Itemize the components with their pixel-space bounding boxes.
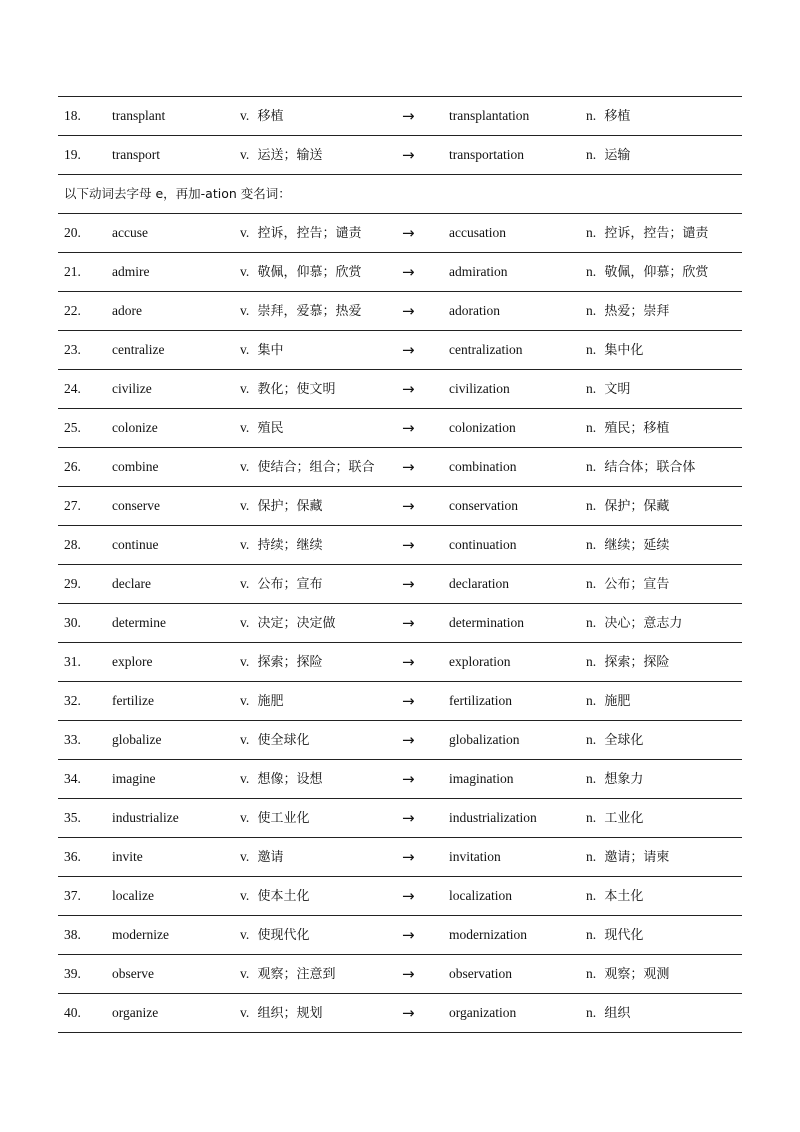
definition-text: 现代化 (604, 928, 644, 943)
noun-definition (586, 643, 669, 682)
table-row (58, 721, 742, 760)
arrow-icon: → (402, 146, 415, 164)
noun-definition (586, 916, 643, 955)
verb-definition (240, 643, 323, 682)
part-of-speech: v. (240, 498, 250, 513)
definition-text: 想象力 (604, 772, 644, 787)
verb-word: civilize (112, 381, 152, 396)
arrow-icon: → (402, 224, 415, 242)
verb-word: fertilize (112, 693, 154, 708)
part-of-speech: n. (586, 342, 597, 357)
table-row (58, 799, 742, 838)
table-row (58, 643, 742, 682)
part-of-speech: v. (240, 459, 250, 474)
verb-definition (240, 292, 362, 331)
entry-number: 39. (64, 966, 81, 981)
verb-definition (240, 682, 284, 721)
part-of-speech: n. (586, 225, 597, 240)
part-of-speech: n. (586, 966, 597, 981)
noun-word: colonization (449, 420, 516, 435)
verb-definition (240, 526, 323, 565)
arrow-icon: → (402, 965, 415, 983)
part-of-speech: v. (240, 888, 250, 903)
definition-text: 探索；探险 (257, 655, 323, 670)
noun-word: continuation (449, 537, 517, 552)
entry-number: 19. (64, 147, 81, 162)
verb-definition (240, 136, 323, 175)
entry-number: 28. (64, 537, 81, 552)
definition-text: 结合体；联合体 (604, 460, 696, 475)
verb-word: continue (112, 537, 159, 552)
definition-text: 教化；使文明 (257, 382, 336, 397)
noun-definition (586, 370, 630, 409)
noun-word: imagination (449, 771, 514, 786)
part-of-speech: n. (586, 927, 597, 942)
part-of-speech: n. (586, 108, 597, 123)
noun-word: adoration (449, 303, 500, 318)
part-of-speech: n. (586, 498, 597, 513)
verb-definition (240, 799, 310, 838)
noun-definition (586, 877, 643, 916)
noun-definition (586, 955, 669, 994)
definition-text: 控诉，控告；谴责 (257, 226, 362, 241)
noun-definition (586, 214, 708, 253)
noun-word: accusation (449, 225, 506, 240)
definition-text: 公布；宣布 (257, 577, 323, 592)
verb-word: declare (112, 576, 151, 591)
vocabulary-table (58, 96, 742, 1033)
table-row (58, 994, 742, 1033)
noun-definition (586, 682, 630, 721)
noun-word: organization (449, 1005, 517, 1020)
entry-number: 26. (64, 459, 81, 474)
table-row (58, 292, 742, 331)
entry-number: 30. (64, 615, 81, 630)
verb-definition (240, 448, 375, 487)
arrow-icon: → (402, 497, 415, 515)
verb-word: explore (112, 654, 153, 669)
definition-text: 使现代化 (257, 928, 310, 943)
noun-definition (586, 409, 669, 448)
definition-text: 移植 (604, 109, 631, 124)
noun-word: declaration (449, 576, 509, 591)
part-of-speech: v. (240, 342, 250, 357)
noun-word: globalization (449, 732, 520, 747)
section-heading: 以下动词去字母 e，再加-ation 变名词： (58, 175, 742, 214)
noun-definition (586, 448, 695, 487)
definition-text: 热爱；崇拜 (604, 304, 670, 319)
verb-definition (240, 409, 284, 448)
part-of-speech: n. (586, 615, 597, 630)
part-of-speech: n. (586, 303, 597, 318)
definition-text: 全球化 (604, 733, 644, 748)
definition-text: 工业化 (604, 811, 644, 826)
part-of-speech: n. (586, 537, 597, 552)
part-of-speech: v. (240, 303, 250, 318)
part-of-speech: n. (586, 693, 597, 708)
definition-text: 观察；注意到 (257, 967, 336, 982)
entry-number: 32. (64, 693, 81, 708)
verb-definition (240, 760, 323, 799)
entry-number: 36. (64, 849, 81, 864)
arrow-icon: → (402, 809, 415, 827)
verb-definition (240, 565, 323, 604)
part-of-speech: v. (240, 537, 250, 552)
arrow-icon: → (402, 302, 415, 320)
definition-text: 殖民；移植 (604, 421, 670, 436)
definition-text: 邀请；请柬 (604, 850, 670, 865)
definition-text: 想像；设想 (257, 772, 323, 787)
table-row (58, 97, 742, 136)
verb-word: observe (112, 966, 154, 981)
verb-definition (240, 877, 310, 916)
verb-definition (240, 214, 362, 253)
definition-text: 崇拜，爱慕；热爱 (257, 304, 362, 319)
noun-definition (586, 799, 643, 838)
definition-text: 控诉，控告；谴责 (604, 226, 709, 241)
noun-word: centralization (449, 342, 523, 357)
definition-text: 文明 (604, 382, 631, 397)
verb-definition (240, 955, 336, 994)
part-of-speech: v. (240, 693, 250, 708)
entry-number: 38. (64, 927, 81, 942)
verb-word: adore (112, 303, 142, 318)
part-of-speech: n. (586, 849, 597, 864)
arrow-icon: → (402, 458, 415, 476)
part-of-speech: v. (240, 420, 250, 435)
table-row (58, 682, 742, 721)
part-of-speech: v. (240, 849, 250, 864)
definition-text: 施肥 (257, 694, 284, 709)
arrow-icon: → (402, 926, 415, 944)
part-of-speech: v. (240, 225, 250, 240)
table-rows-top (58, 97, 742, 175)
noun-word: admiration (449, 264, 508, 279)
verb-definition (240, 331, 284, 370)
definition-text: 集中化 (604, 343, 644, 358)
noun-word: civilization (449, 381, 510, 396)
noun-word: observation (449, 966, 512, 981)
part-of-speech: n. (586, 1005, 597, 1020)
definition-text: 持续；继续 (257, 538, 323, 553)
part-of-speech: v. (240, 147, 250, 162)
entry-number: 34. (64, 771, 81, 786)
part-of-speech: n. (586, 576, 597, 591)
arrow-icon: → (402, 1004, 415, 1022)
table-row (58, 370, 742, 409)
noun-definition (586, 292, 669, 331)
verb-definition (240, 487, 323, 526)
noun-definition (586, 97, 630, 136)
table-row (58, 916, 742, 955)
entry-number: 23. (64, 342, 81, 357)
arrow-icon: → (402, 887, 415, 905)
table-row (58, 604, 742, 643)
verb-definition (240, 253, 362, 292)
definition-text: 集中 (257, 343, 284, 358)
noun-definition (586, 331, 643, 370)
noun-word: transportation (449, 147, 524, 162)
definition-text: 探索；探险 (604, 655, 670, 670)
verb-word: globalize (112, 732, 162, 747)
definition-text: 组织；规划 (257, 1006, 323, 1021)
definition-text: 决定；决定做 (257, 616, 336, 631)
entry-number: 31. (64, 654, 81, 669)
verb-word: localize (112, 888, 154, 903)
noun-definition (586, 565, 669, 604)
part-of-speech: v. (240, 966, 250, 981)
definition-text: 敬佩，仰慕；欣赏 (604, 265, 709, 280)
entry-number: 18. (64, 108, 81, 123)
verb-word: imagine (112, 771, 156, 786)
arrow-icon: → (402, 263, 415, 281)
part-of-speech: v. (240, 732, 250, 747)
definition-text: 邀请 (257, 850, 284, 865)
noun-word: fertilization (449, 693, 512, 708)
arrow-icon: → (402, 731, 415, 749)
arrow-icon: → (402, 107, 415, 125)
table-row (58, 214, 742, 253)
part-of-speech: n. (586, 459, 597, 474)
definition-text: 使全球化 (257, 733, 310, 748)
noun-definition (586, 526, 669, 565)
table-row (58, 877, 742, 916)
arrow-icon: → (402, 614, 415, 632)
definition-text: 使本土化 (257, 889, 310, 904)
noun-definition (586, 604, 682, 643)
verb-definition (240, 97, 284, 136)
part-of-speech: v. (240, 615, 250, 630)
definition-text: 使结合；组合；联合 (257, 460, 375, 475)
entry-number: 25. (64, 420, 81, 435)
verb-word: determine (112, 615, 166, 630)
part-of-speech: v. (240, 771, 250, 786)
noun-word: combination (449, 459, 517, 474)
definition-text: 施肥 (604, 694, 631, 709)
part-of-speech: n. (586, 381, 597, 396)
noun-word: modernization (449, 927, 527, 942)
noun-word: localization (449, 888, 512, 903)
definition-text: 移植 (257, 109, 284, 124)
definition-text: 组织 (604, 1006, 631, 1021)
entry-number: 27. (64, 498, 81, 513)
definition-text: 保护；保藏 (604, 499, 670, 514)
verb-word: organize (112, 1005, 159, 1020)
verb-definition (240, 370, 336, 409)
arrow-icon: → (402, 341, 415, 359)
part-of-speech: n. (586, 654, 597, 669)
part-of-speech: v. (240, 576, 250, 591)
definition-text: 运输 (604, 148, 631, 163)
noun-definition (586, 136, 630, 175)
table-row (58, 955, 742, 994)
verb-definition (240, 838, 284, 877)
entry-number: 35. (64, 810, 81, 825)
noun-definition (586, 253, 708, 292)
table-row (58, 331, 742, 370)
verb-word: transplant (112, 108, 166, 123)
arrow-icon: → (402, 770, 415, 788)
noun-word: transplantation (449, 108, 530, 123)
definition-text: 公布；宣告 (604, 577, 670, 592)
table-row (58, 448, 742, 487)
table-row (58, 253, 742, 292)
verb-word: industrialize (112, 810, 179, 825)
entry-number: 29. (64, 576, 81, 591)
table-row (58, 409, 742, 448)
noun-word: determination (449, 615, 524, 630)
part-of-speech: v. (240, 381, 250, 396)
table-row (58, 565, 742, 604)
arrow-icon: → (402, 653, 415, 671)
arrow-icon: → (402, 536, 415, 554)
definition-text: 继续；延续 (604, 538, 670, 553)
verb-word: accuse (112, 225, 148, 240)
arrow-icon: → (402, 848, 415, 866)
verb-definition (240, 916, 310, 955)
table-rows-main (58, 214, 742, 1033)
entry-number: 22. (64, 303, 81, 318)
noun-definition (586, 994, 630, 1033)
definition-text: 使工业化 (257, 811, 310, 826)
part-of-speech: n. (586, 810, 597, 825)
verb-definition (240, 604, 336, 643)
verb-word: centralize (112, 342, 165, 357)
part-of-speech: v. (240, 927, 250, 942)
verb-definition (240, 994, 323, 1033)
noun-word: industrialization (449, 810, 537, 825)
entry-number: 20. (64, 225, 81, 240)
part-of-speech: v. (240, 654, 250, 669)
definition-text: 保护；保藏 (257, 499, 323, 514)
arrow-icon: → (402, 380, 415, 398)
noun-definition (586, 760, 643, 799)
verb-word: invite (112, 849, 143, 864)
entry-number: 40. (64, 1005, 81, 1020)
entry-number: 24. (64, 381, 81, 396)
definition-text: 本土化 (604, 889, 644, 904)
entry-number: 21. (64, 264, 81, 279)
noun-word: invitation (449, 849, 501, 864)
table-row (58, 526, 742, 565)
definition-text: 决心；意志力 (604, 616, 683, 631)
table-row (58, 760, 742, 799)
definition-text: 敬佩，仰慕；欣赏 (257, 265, 362, 280)
definition-text: 观察；观测 (604, 967, 670, 982)
part-of-speech: v. (240, 1005, 250, 1020)
part-of-speech: n. (586, 888, 597, 903)
verb-word: transport (112, 147, 160, 162)
entry-number: 33. (64, 732, 81, 747)
noun-definition (586, 721, 643, 760)
definition-text: 运送；输送 (257, 148, 323, 163)
arrow-icon: → (402, 419, 415, 437)
verb-word: modernize (112, 927, 169, 942)
noun-definition (586, 487, 669, 526)
table-row (58, 838, 742, 877)
entry-number: 37. (64, 888, 81, 903)
verb-word: conserve (112, 498, 160, 513)
noun-word: conservation (449, 498, 518, 513)
verb-definition (240, 721, 310, 760)
verb-word: combine (112, 459, 159, 474)
part-of-speech: n. (586, 771, 597, 786)
verb-word: colonize (112, 420, 158, 435)
part-of-speech: n. (586, 264, 597, 279)
part-of-speech: n. (586, 732, 597, 747)
definition-text: 殖民 (257, 421, 284, 436)
noun-word: exploration (449, 654, 511, 669)
part-of-speech: n. (586, 420, 597, 435)
verb-word: admire (112, 264, 150, 279)
arrow-icon: → (402, 692, 415, 710)
part-of-speech: v. (240, 810, 250, 825)
noun-definition (586, 838, 669, 877)
table-row (58, 487, 742, 526)
part-of-speech: n. (586, 147, 597, 162)
arrow-icon: → (402, 575, 415, 593)
part-of-speech: v. (240, 264, 250, 279)
part-of-speech: v. (240, 108, 250, 123)
table-row (58, 136, 742, 175)
